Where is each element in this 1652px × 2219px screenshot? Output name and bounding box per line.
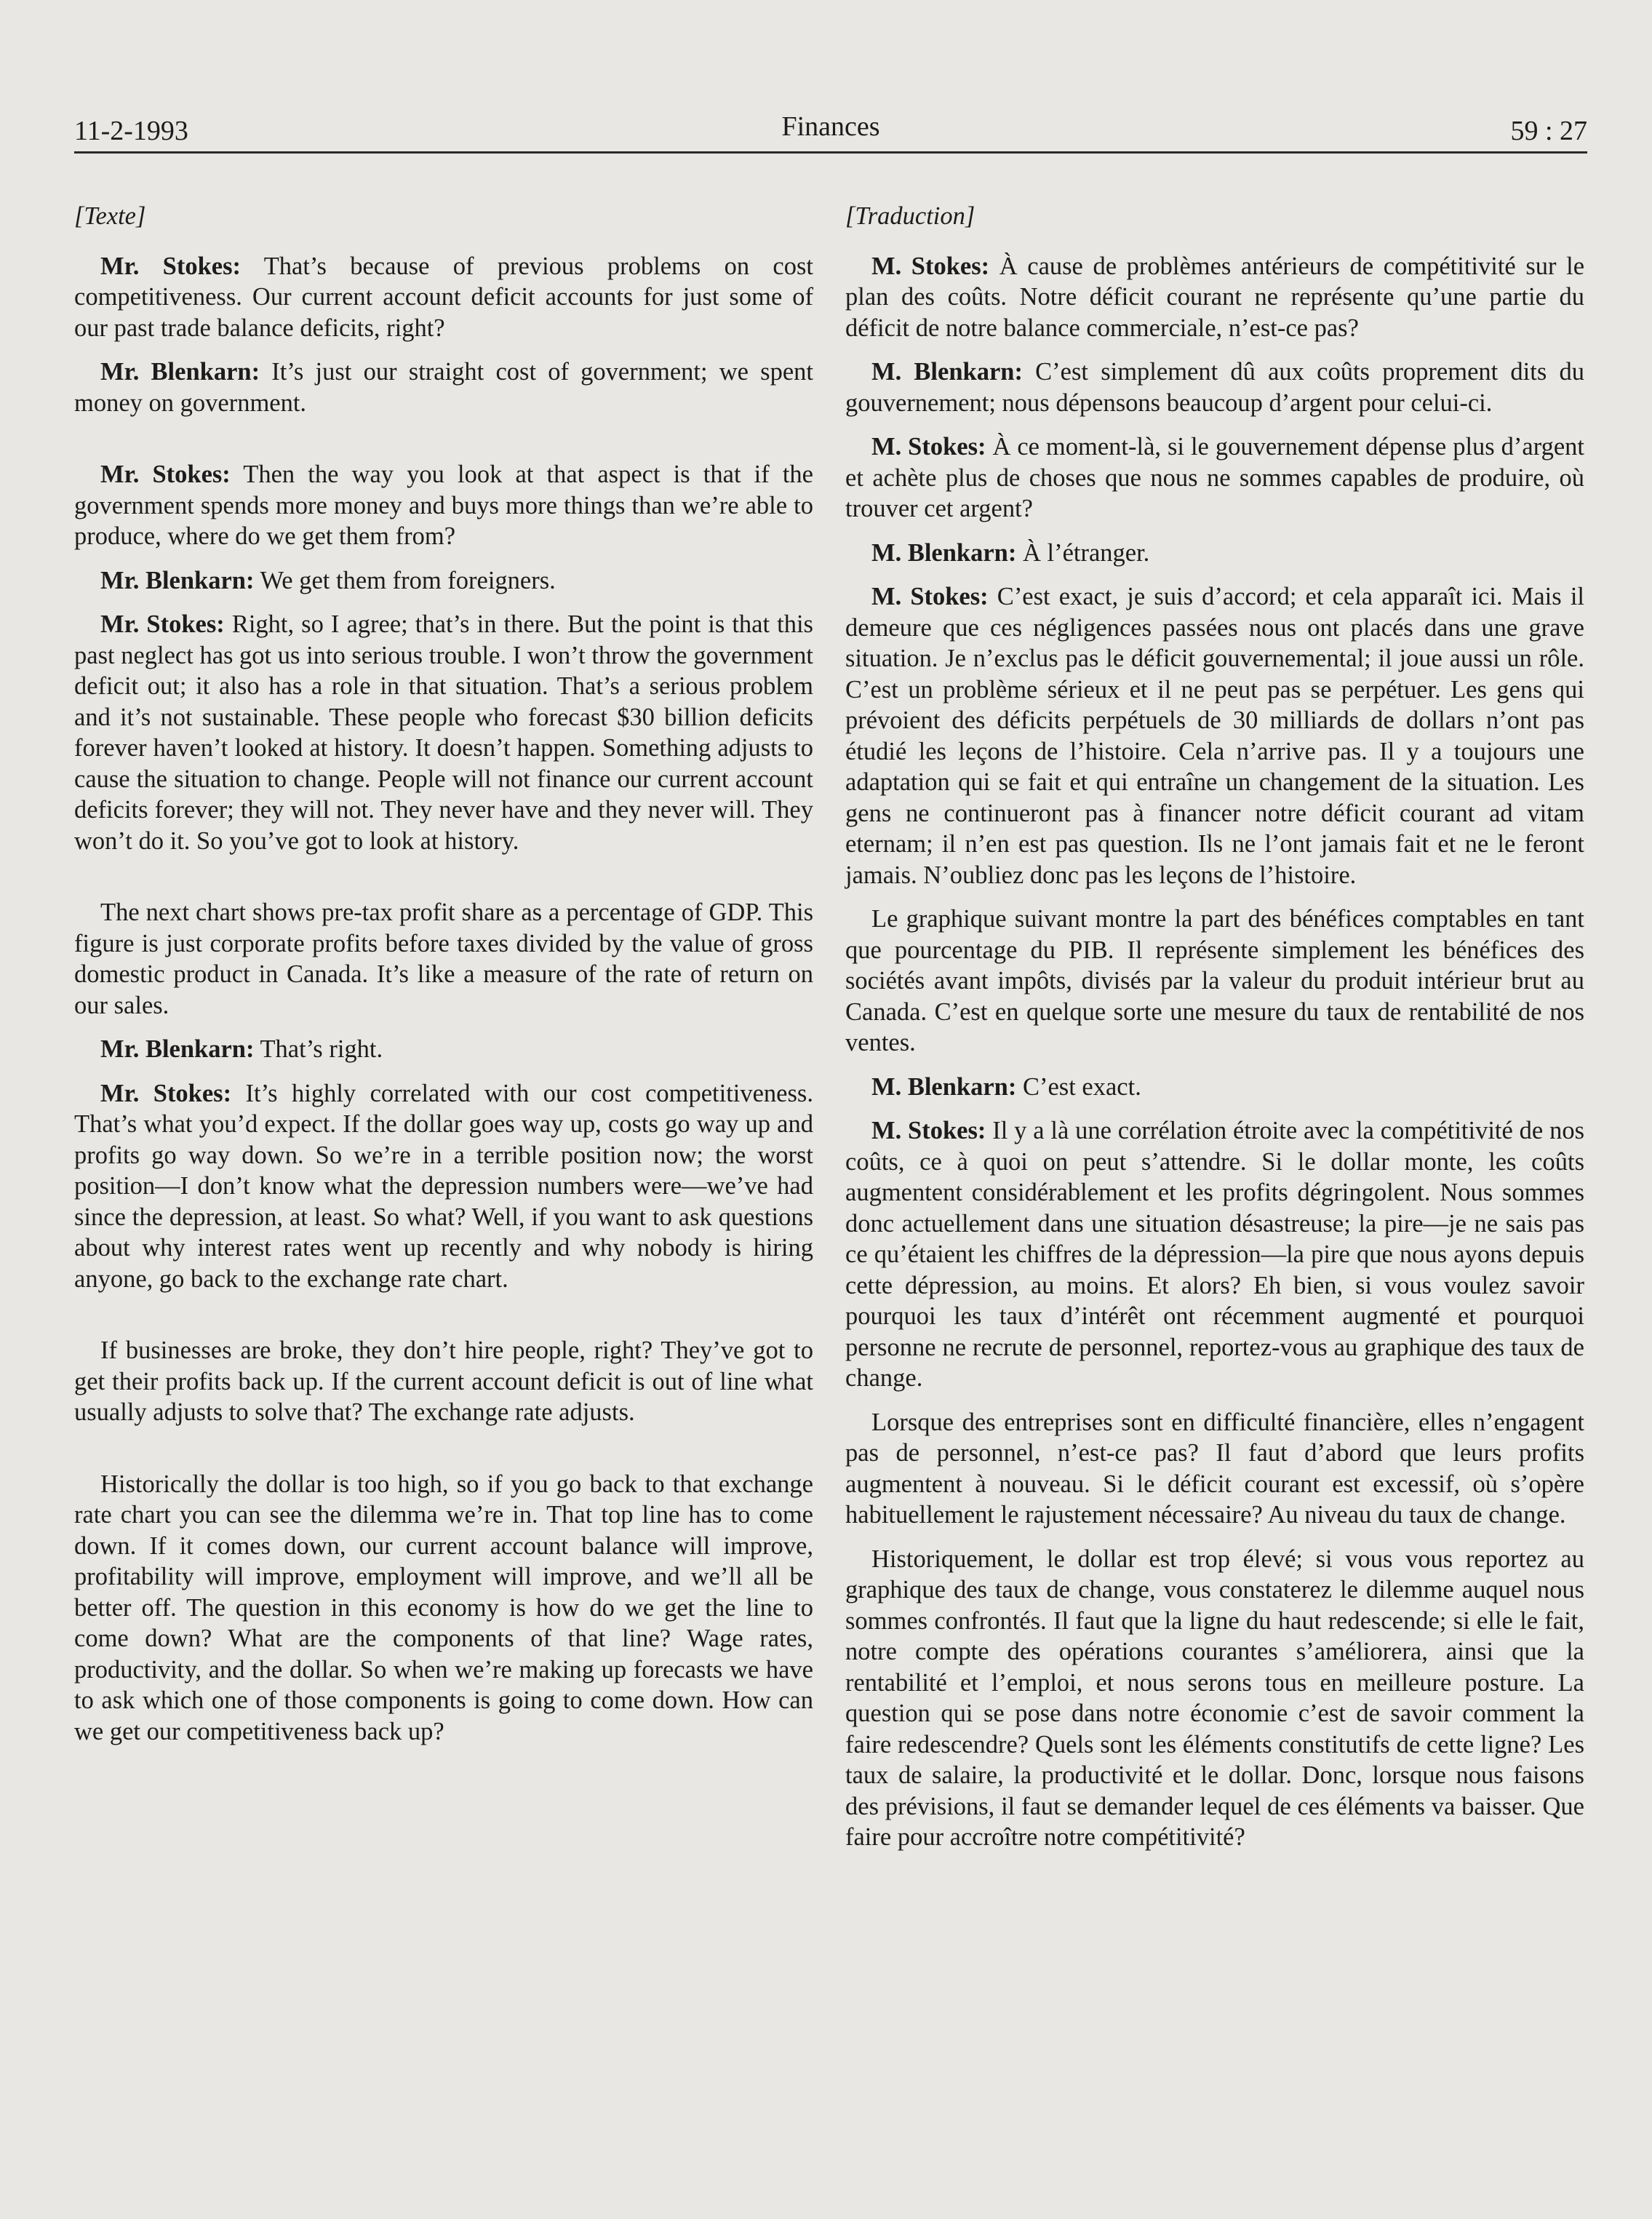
- paragraph-text: Historically the dollar is too high, so if you go back to that exchange rate chart you can see the dilemma we’re in. That top line has to come down. If it comes down, our current account balance will improve, profitability will improve, employment will improve, and we’ll all be better off. The question in this economy is how do we get the line to come down? What are the components of that line? Wage rates, productivity, and the dollar. So when we’re making up forecasts we have to ask which one of those components is going to come down. How can we get our competitiveness back up?: [74, 1470, 813, 1745]
- paragraph: [845, 538, 1584, 569]
- paragraph: [845, 904, 1584, 1059]
- paragraph-text: It’s just our straight cost of government; we spent money on government.: [74, 358, 814, 417]
- paragraph: [845, 1544, 1584, 1853]
- paragraph: [845, 581, 1584, 891]
- paragraph: [74, 609, 813, 856]
- paragraph-text: We get them from foreigners.: [254, 566, 556, 594]
- paragraph-text: That’s right.: [254, 1035, 383, 1063]
- speaker: M. Stokes:: [871, 1117, 986, 1144]
- speaker: Mr. Stokes:: [100, 1079, 232, 1107]
- speaker: M. Stokes:: [871, 252, 990, 280]
- paragraph: [74, 1034, 813, 1065]
- paragraph: [74, 897, 813, 1021]
- speaker: Mr. Stokes:: [100, 461, 231, 488]
- speaker: Mr. Blenkarn:: [100, 566, 255, 594]
- speaker: M. Blenkarn:: [871, 1072, 1017, 1101]
- speaker: Mr. Stokes:: [100, 252, 241, 280]
- speaker: M. Stokes:: [871, 433, 986, 461]
- column-tag: [Traduction]: [845, 202, 975, 230]
- paragraph: [74, 1078, 813, 1295]
- paragraph-text: Le graphique suivant montre la part des bénéfices comptables en tant que pourcentage du PIB. Il représente simplement les bénéfices des sociétés avant impôts, divisés par la valeur du produit intérieur brut au Canada. C’est en quelque sorte une mesure du taux de rentabilité de nos ventes.: [845, 905, 1584, 1056]
- paragraph-text: The next chart shows pre-tax profit share as a percentage of GDP. This figure is just corporate profits before taxes divided by the value of gross domestic product in Canada. It’s like a measure of the rate of return on our sales.: [74, 899, 813, 1019]
- paragraph: [74, 251, 813, 344]
- speaker: M. Blenkarn:: [871, 358, 1023, 386]
- paragraph-text: It’s highly correlated with our cost competitiveness. That’s what you’d expect. If the dollar goes way up, costs go way up and profits go way down. So we’re in a terrible position now; the worst position—I don’t know what the depression numbers were—we’ve had since the depression, at least. So what? Well, if you want to ask questions about why interest rates went up recently and why nobody is hiring anyone, go back to the exchange rate chart.: [74, 1079, 813, 1293]
- french-column: [845, 201, 1584, 1866]
- paragraph-text: À ce moment-là, si le gouvernement dépense plus d’argent et achète plus de choses que nous ne sommes capables de produire, où trouver cet argent?: [845, 433, 1584, 522]
- speaker: M. Stokes:: [871, 583, 989, 610]
- paragraph-text: Il y a là une corrélation étroite avec la compétitivité de nos coûts, ce à quoi on peut s’attendre. Si le dollar monte, les coûts augmentent considérablement et les profits dégringolent. Nous sommes donc actuellement dans une situation désastreuse; la pire—je ne sais pas ce qu’étaient les chiffres de la dépression—la pire que nous ayons depuis cette dépression, au moins. Et alors? Eh bien, si vous voulez savoir pourquoi les taux d’intérêt ont récemment augmenté et pourquoi personne ne recrute de personnel, reportez-vous au graphique des taux de change.: [845, 1117, 1584, 1392]
- paragraph-text: À cause de problèmes antérieurs de compétitivité sur le plan des coûts. Notre déficit courant ne représente qu’une partie du déficit de notre balance commerciale, n’est-ce pas?: [845, 252, 1585, 342]
- paragraph-text: Historiquement, le dollar est trop élevé; si vous vous reportez au graphique des taux de change, vous constaterez le dilemme auquel nous sommes confrontés. Il faut que la ligne du haut redescende; si elle le fait, notre compte des opérations courantes s’améliorera, ainsi que la rentabilité et l’emploi, et nous serons tous en meilleure posture. La question qui se pose dans notre économie c’est de savoir comment la faire redescendre? Quels sont les éléments constitutifs de cette ligne? Les taux de salaire, la productivité et le dollar. Donc, lorsque nous faisons des prévisions, il faut se demander lequel de ces éléments va baisser. Que faire pour accroître notre compétitivité?: [845, 1545, 1584, 1851]
- paragraph: [845, 251, 1584, 344]
- english-column: [74, 201, 813, 1760]
- paragraph-text: That’s because of previous problems on cost competitiveness. Our current account deficit accounts for just some of our past trade balance deficits, right?: [74, 252, 813, 342]
- speaker: Mr. Stokes:: [100, 610, 225, 638]
- paragraph-text: C’est exact, je suis d’accord; et cela apparaît ici. Mais il demeure que ces négligences passées nous ont placés dans une grave situation. Je n’exclus pas le déficit gouvernemental; il joue aussi un rôle. C’est un problème sérieux et il ne peut pas se perpétuer. Les gens qui prévoient des déficits perpétuels de 30 milliards de dollars n’ont pas étudié les leçons de l’histoire. Cela n’arrive pas. Il y a toujours une adaptation qui se fait et qui entraîne un changement de la situation. Les gens ne continueront pas à financer notre déficit courant ad vitam eternam; il n’en est pas question. Ils ne l’ont jamais fait et ne le feront jamais. N’oubliez donc pas les leçons de l’histoire.: [845, 583, 1585, 889]
- paragraph: [74, 565, 813, 597]
- paragraph: [845, 431, 1584, 525]
- paragraph-text: If businesses are broke, they don’t hire people, right? They’ve got to get their profits back up. If the current account deficit is out of line what usually adjusts to solve that? The exchange rate adjusts.: [74, 1336, 813, 1426]
- header-page-number: 59 : 27: [1510, 116, 1587, 146]
- paragraph-text: À l’étranger.: [1016, 538, 1150, 567]
- header-title: Finances: [781, 111, 880, 142]
- speaker: Mr. Blenkarn:: [100, 1035, 255, 1063]
- speaker: Mr. Blenkarn:: [100, 358, 260, 386]
- paragraph-text: Right, so I agree; that’s in there. But the point is that this past neglect has got us into serious trouble. I won’t throw the government deficit out; it also has a role in that situation. That’s a serious problem and it’s not sustainable. These people who forecast $30 billion deficits forever haven’t looked at history. It doesn’t happen. Something adjusts to cause the situation to change. People will not finance our current account deficits forever; they will not. They never have and they never will. They won’t do it. So you’ve got to look at history.: [74, 610, 813, 855]
- paragraph: [74, 459, 813, 552]
- paragraph-text: C’est simplement dû aux coûts proprement dits du gouvernement; nous dépensons beaucoup d’argent pour celui-ci.: [845, 358, 1584, 417]
- paragraph: [845, 1072, 1584, 1103]
- paragraph: [845, 1115, 1584, 1394]
- paragraph-text: C’est exact.: [1016, 1072, 1141, 1101]
- column-tag: [Texte]: [74, 202, 146, 230]
- paragraph-text: Then the way you look at that aspect is that if the government spends more money and buys more things than we’re able to produce, where do we get them from?: [74, 461, 813, 550]
- speaker: M. Blenkarn:: [871, 538, 1017, 567]
- paragraph: [845, 1407, 1584, 1531]
- running-header: [74, 109, 1587, 154]
- paragraph-text: Lorsque des entreprises sont en difficulté financière, elles n’engagent pas de personnel, n’est-ce pas? Il faut d’abord que leurs profits augmentent à nouveau. Si le déficit courant est excessif, où s’opère habituellement le rajustement nécessaire? Au niveau du taux de change.: [845, 1408, 1584, 1529]
- paragraph: [74, 1335, 813, 1428]
- header-date: 11-2-1993: [74, 116, 188, 146]
- paragraph: [845, 356, 1584, 418]
- paragraph: [74, 1469, 813, 1748]
- paragraph: [74, 356, 813, 418]
